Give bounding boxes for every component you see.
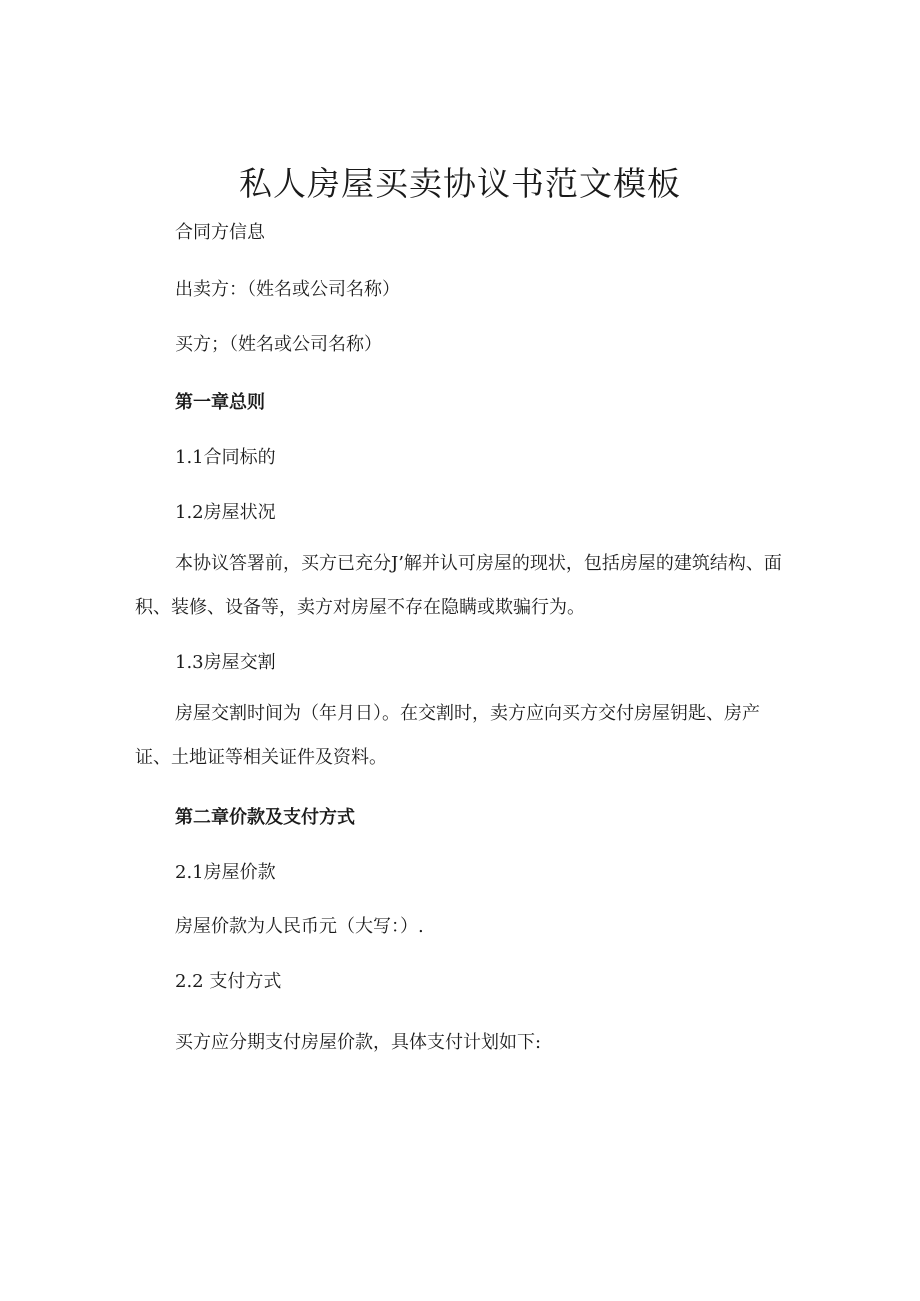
section-2-2-body: 买方应分期支付房屋价款，具体支付计划如下: (175, 1032, 542, 1053)
chapter1-heading: 第一章总则 (175, 392, 265, 413)
buyer-line: 买方；（姓名或公司名称） (175, 334, 382, 355)
section-2-2: 2.2 支付方式 (175, 971, 282, 992)
section-1-2: 1.2房屋状况 (175, 502, 276, 523)
section-1-2-body: 本协议答署前，买方已充分J’解并认可房屋的现状，包括房屋的建筑结构、面积、装修、设备等，卖方对房屋不存在隐瞒或欺骗行为。 (135, 553, 782, 618)
document-title: 私人房屋买卖协议书范文模板 (239, 164, 681, 203)
section-2-1-body: 房屋价款为人民币元（大写：）. (175, 916, 424, 937)
chapter2-heading: 第二章价款及支付方式 (175, 807, 355, 828)
section-1-1: 1.1合同标的 (175, 447, 276, 468)
parties-label: 合同方信息 (175, 222, 265, 243)
section-1-3: 1.3房屋交割 (175, 652, 276, 673)
section-1-3-body: 房屋交割时间为（年月日）。在交割时，卖方应向买方交付房屋钥匙、房产证、土地证等相关证件及资料。 (135, 703, 760, 768)
seller-line: 出卖方：（姓名或公司名称） (175, 279, 400, 300)
section-2-1: 2.1房屋价款 (175, 862, 276, 883)
